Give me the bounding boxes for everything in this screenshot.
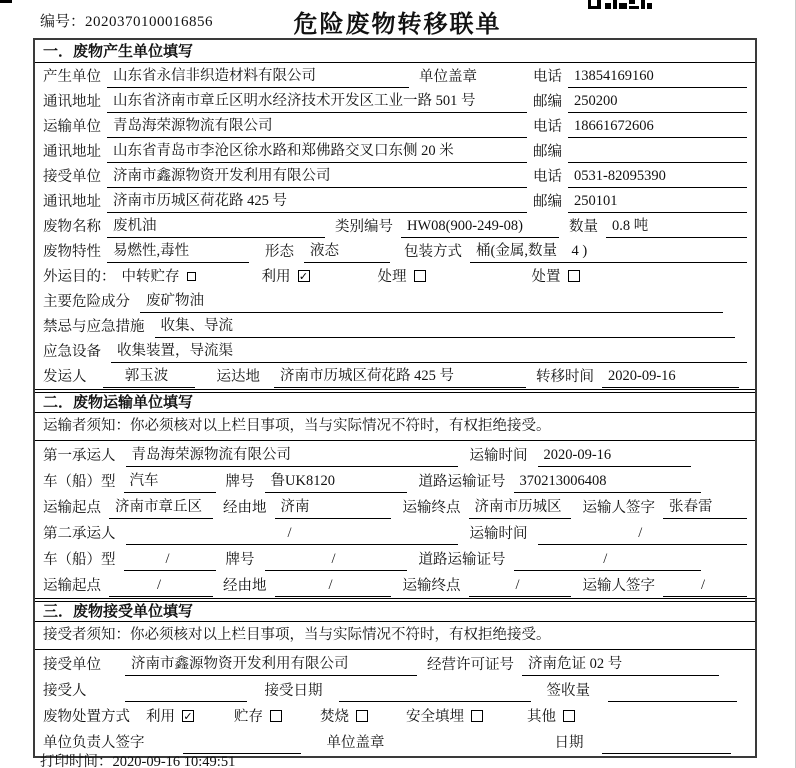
section3-header: 三．废物接受单位填写 — [35, 601, 755, 622]
producer-phone-value: 13854169160 — [568, 68, 747, 88]
carrier1-plate-value: 鲁UK8120 — [265, 469, 407, 493]
option-label: 安全填埋 — [406, 709, 464, 725]
checkbox-treat — [414, 270, 426, 282]
purpose-option-treat — [378, 265, 426, 288]
disposal-option-landfill — [406, 705, 483, 728]
consignor-value: 郭玉波 — [103, 364, 195, 388]
purpose-row — [35, 263, 755, 288]
destination-label: 运达地 — [216, 369, 260, 385]
zip-label: 邮编 — [533, 194, 562, 210]
waste-name-value: 废机油 — [107, 214, 325, 238]
transport-time-label: 运输时间 — [469, 526, 528, 542]
section-divider — [35, 597, 755, 599]
carrier2-vehicle-row — [35, 545, 755, 571]
option-label: 其他 — [527, 709, 556, 725]
carrier2-via-value: / — [275, 577, 391, 597]
endpoint-label: 运输终点 — [402, 500, 461, 516]
plate-number-label: 牌号 — [225, 474, 255, 490]
carrier1-end-value: 济南市历城区 — [469, 495, 571, 519]
plate-number-label: 牌号 — [225, 552, 255, 568]
carrier1-road-value: 370213006408 — [514, 473, 702, 493]
origin-label: 运输起点 — [43, 578, 101, 594]
option-label: 贮存 — [234, 709, 263, 725]
permit-label: 经营许可证号 — [427, 657, 514, 673]
checkbox-utilize: ✓ — [298, 269, 309, 283]
receiver-phone-col — [533, 165, 747, 188]
print-time-value: 2020-09-16 10:49:51 — [112, 754, 236, 768]
equipment-label: 应急设备 — [43, 344, 101, 360]
checkbox-disposal-store — [270, 710, 282, 722]
trait-label: 废物特性 — [43, 244, 101, 260]
transporter-sign-label: 运输人签字 — [582, 578, 655, 594]
option-label: 处理 — [377, 269, 407, 285]
date-label: 日期 — [554, 735, 584, 751]
via-label: 经由地 — [223, 578, 267, 594]
form-state-label: 形态 — [265, 244, 294, 260]
carrier1-via-value: 济南 — [275, 495, 391, 519]
disposal-option-utilize — [146, 705, 194, 728]
destination-value: 济南市历城区荷花路 425 号 — [274, 364, 526, 388]
disposal-option-store — [234, 705, 282, 728]
waste-trait-row — [35, 238, 755, 263]
carrier1-row — [35, 441, 755, 467]
transfer-date-label: 转移时间 — [536, 369, 594, 385]
purpose-option-utilize — [262, 265, 310, 288]
carrier2-time-value: / — [538, 525, 748, 545]
road-permit-label: 道路运输证号 — [418, 474, 506, 490]
serial-label: 编号： — [40, 14, 86, 30]
form-state-value: 液态 — [304, 239, 390, 263]
checkbox-disposal-utilize: ✓ — [183, 709, 193, 723]
date-value — [602, 736, 732, 754]
permit-value: 济南危证 02 号 — [522, 652, 719, 676]
received-qty-value — [608, 684, 737, 702]
hazard-label: 主要危险成分 — [43, 294, 130, 310]
checkbox-dispose — [568, 270, 580, 282]
transport-time-label: 运输时间 — [469, 448, 528, 464]
carrier1-vehicle-value: 汽车 — [124, 469, 216, 493]
checkbox-transfer-storage — [187, 272, 196, 281]
waste-name-label: 废物名称 — [43, 219, 101, 235]
packaging-label: 包装方式 — [404, 244, 462, 260]
phone-label: 电话 — [533, 119, 562, 135]
transporter-phone-col — [533, 115, 747, 138]
transporter-value: 青岛海荣源物流有限公司 — [107, 114, 527, 138]
hazard-row — [35, 288, 755, 313]
disposal-method-row — [35, 702, 755, 728]
carrier1-origin-value: 济南市章丘区 — [109, 495, 213, 519]
receiver-label: 接受单位 — [43, 169, 101, 185]
carrier2-sign-value: / — [663, 577, 747, 597]
category-label: 类别编号 — [335, 219, 393, 235]
option-label: 利用 — [146, 709, 175, 725]
print-time-line — [40, 750, 235, 768]
zip-label: 邮编 — [533, 94, 562, 110]
accepting-unit-value: 济南市鑫源物资开发利用有限公司 — [125, 652, 417, 676]
transporter-phone-value: 18661672606 — [568, 118, 747, 138]
section-divider — [35, 388, 755, 390]
carrier1-route-row — [35, 493, 755, 519]
carrier2-road-value: / — [514, 551, 702, 571]
transporter-zip-col — [533, 140, 747, 163]
taboo-label: 禁忌与应急措施 — [43, 319, 145, 335]
carrier2-end-value: / — [469, 577, 571, 597]
producer-value: 山东省永信非织造材料有限公司 — [107, 64, 409, 88]
producer-row — [35, 63, 755, 88]
checkbox-disposal-incinerate — [356, 710, 368, 722]
receiver-address-row — [35, 188, 755, 213]
taboo-row — [35, 313, 755, 338]
section1-header: 一．废物产生单位填写 — [35, 42, 755, 63]
hazard-value: 废矿物油 — [140, 289, 723, 313]
form-title: 危险废物转移联单 — [293, 12, 502, 38]
transporter-address-value: 山东省青岛市李沧区徐水路和郑佛路交叉口东侧 20 米 — [107, 139, 527, 163]
vehicle-type-label: 车（船）型 — [43, 474, 116, 490]
address-label: 通讯地址 — [43, 94, 101, 110]
phone-label: 电话 — [533, 69, 562, 85]
carrier1-sign-value: 张春雷 — [663, 495, 747, 519]
carrier2-origin-value: / — [109, 577, 213, 597]
equipment-row — [35, 338, 755, 363]
carrier2-label: 第二承运人 — [43, 526, 116, 542]
category-value: HW08(900-249-08) — [401, 218, 559, 238]
head-signature-label: 单位负责人签字 — [43, 735, 145, 751]
zip-label: 邮编 — [533, 144, 562, 160]
trait-value: 易燃性,毒性 — [107, 239, 249, 263]
received-qty-label: 签收量 — [546, 683, 590, 699]
phone-label: 电话 — [533, 169, 562, 185]
carrier1-value: 青岛海荣源物流有限公司 — [126, 443, 458, 467]
receiver-value: 济南市鑫源物资开发利用有限公司 — [107, 164, 527, 188]
producer-phone-col — [533, 65, 747, 88]
carrier2-plate-value: / — [265, 551, 407, 571]
transporter-sign-label: 运输人签字 — [582, 500, 655, 516]
transporter-label: 运输单位 — [43, 119, 101, 135]
road-permit-label: 道路运输证号 — [418, 552, 506, 568]
receive-date-label: 接受日期 — [264, 683, 323, 699]
taboo-value: 收集、导流 — [155, 314, 736, 338]
form-table — [33, 38, 757, 758]
receive-date-value — [339, 684, 531, 702]
endpoint-label: 运输终点 — [402, 578, 461, 594]
checkbox-disposal-landfill — [471, 710, 483, 722]
section2-header: 二．废物运输单位填写 — [35, 392, 755, 413]
producer-zip-col — [533, 90, 747, 113]
page-corner-mark — [0, 0, 12, 3]
waste-name-row — [35, 213, 755, 238]
option-label: 中转贮存 — [121, 269, 180, 285]
quantity-value: 0.8 吨 — [606, 214, 747, 238]
disposal-option-incinerate — [320, 705, 368, 728]
purpose-label: 外运目的： — [43, 269, 116, 285]
producer-address-row — [35, 88, 755, 113]
transfer-date-value: 2020-09-16 — [602, 368, 739, 388]
receiver-zip-col — [533, 190, 747, 213]
unit-seal-label: 单位盖章 — [326, 735, 385, 751]
carrier1-time-value: 2020-09-16 — [538, 447, 692, 467]
transporter-address-row — [35, 138, 755, 163]
checkbox-disposal-other — [563, 710, 575, 722]
accepting-unit-row — [35, 650, 755, 676]
unit-seal-label: 单位盖章 — [419, 69, 477, 85]
receiver-notice: 接受者须知：你必须核对以上栏目事项，当与实际情况不符时，有权拒绝接受。 — [35, 622, 755, 650]
receiver-address-value: 济南市历城区荷花路 425 号 — [107, 189, 527, 213]
vehicle-type-label: 车（船）型 — [43, 552, 116, 568]
qr-code-fragment-icon — [588, 0, 652, 10]
packaging-value: 桶(金属,数量 4 ) — [470, 239, 747, 263]
disposal-option-other — [527, 705, 575, 728]
serial-number: 2020370100016856 — [85, 14, 214, 30]
via-label: 经由地 — [223, 500, 267, 516]
carrier2-row — [35, 519, 755, 545]
consignor-label: 发运人 — [43, 369, 87, 385]
origin-label: 运输起点 — [43, 500, 101, 516]
transporter-notice: 运输者须知：你必须核对以上栏目事项，当与实际情况不符时，有权拒绝接受。 — [35, 413, 755, 441]
transporter-row — [35, 113, 755, 138]
carrier1-vehicle-row — [35, 467, 755, 493]
equipment-value: 收集装置，导流渠 — [111, 339, 747, 363]
transporter-zip-value — [568, 145, 747, 163]
purpose-option-transfer-storage — [122, 265, 196, 288]
disposal-method-label: 废物处置方式 — [43, 709, 130, 725]
address-label: 通讯地址 — [43, 144, 101, 160]
producer-zip-value: 250200 — [568, 93, 747, 113]
carrier1-label: 第一承运人 — [43, 448, 116, 464]
carrier2-value: / — [126, 525, 458, 545]
recipient-row — [35, 676, 755, 702]
carrier2-vehicle-value: / — [124, 551, 216, 571]
carrier2-route-row — [35, 571, 755, 597]
option-label: 利用 — [261, 269, 291, 285]
consignor-row — [35, 363, 755, 388]
quantity-label: 数量 — [569, 219, 598, 235]
option-label: 处置 — [531, 269, 561, 285]
producer-address-value: 山东省济南市章丘区明水经济技术开发区工业一路 501 号 — [107, 89, 527, 113]
producer-label: 产生单位 — [43, 69, 101, 85]
purpose-option-dispose — [532, 265, 580, 288]
option-label: 焚烧 — [320, 709, 349, 725]
recipient-label: 接受人 — [43, 683, 87, 699]
receiver-row — [35, 163, 755, 188]
receiver-phone-value: 0531-82095390 — [568, 168, 747, 188]
recipient-value — [125, 684, 247, 702]
receiver-zip-value: 250101 — [568, 193, 747, 213]
accepting-unit-label: 接受单位 — [43, 657, 101, 673]
address-label: 通讯地址 — [43, 194, 101, 210]
print-time-label: 打印时间： — [40, 754, 113, 768]
